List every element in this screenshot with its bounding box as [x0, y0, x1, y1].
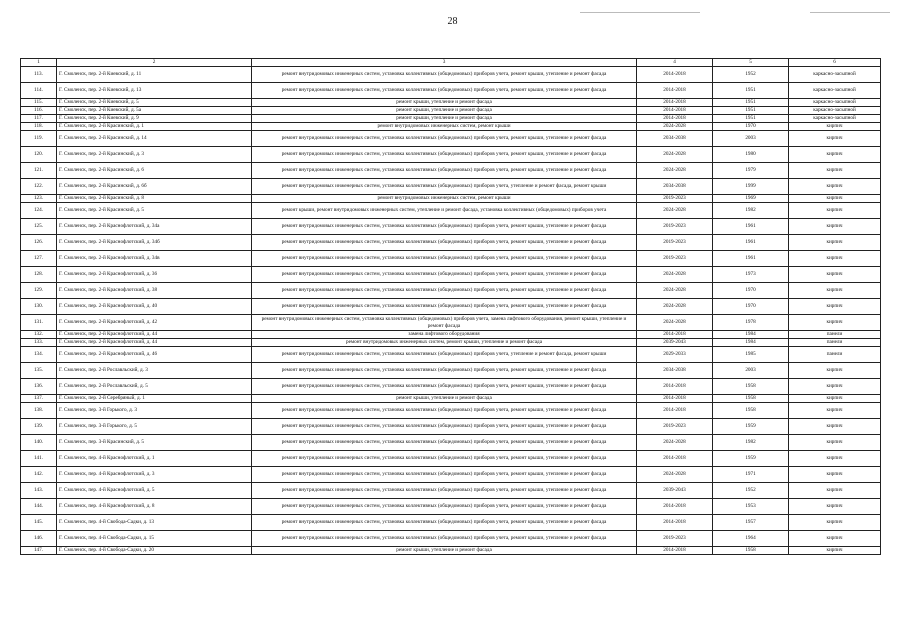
- row-number: 132.: [21, 331, 57, 339]
- build-year-cell: 1959: [713, 451, 789, 467]
- wall-material-cell: кирпич: [789, 219, 881, 235]
- address-cell: Г. Смоленск, пер. 2-й Киевский, д. 11: [57, 67, 252, 83]
- period-cell: 2039-2043: [637, 339, 713, 347]
- period-cell: 2024-2028: [637, 283, 713, 299]
- row-number: 123.: [21, 195, 57, 203]
- table-row: [21, 395, 881, 403]
- wall-material-cell: панели: [789, 331, 881, 339]
- wall-material-cell: кирпич: [789, 363, 881, 379]
- build-year-cell: 1958: [713, 403, 789, 419]
- works-cell: ремонт крыши, утепление и ремонт фасада: [252, 115, 637, 123]
- address-cell: Г. Смоленск, пер. 2-й Серебряный, д. 1: [57, 395, 252, 403]
- table-row: [21, 379, 881, 395]
- build-year-cell: 1970: [713, 123, 789, 131]
- build-year-cell: 1970: [713, 283, 789, 299]
- address-cell: Г. Смоленск, пер. 4-й Краснофлотский, д. 1: [57, 451, 252, 467]
- period-cell: 2019-2023: [637, 419, 713, 435]
- table-row: [21, 235, 881, 251]
- table-row: [21, 107, 881, 115]
- period-cell: 2019-2023: [637, 251, 713, 267]
- period-cell: 2024-2028: [637, 147, 713, 163]
- table-row: [21, 403, 881, 419]
- wall-material-cell: каркасно-засыпной: [789, 99, 881, 107]
- works-cell: ремонт крыши, утепление и ремонт фасада: [252, 395, 637, 403]
- address-cell: Г. Смоленск, пер. 2-й Киевский, д. 13: [57, 83, 252, 99]
- wall-material-cell: кирпич: [789, 531, 881, 547]
- works-cell: ремонт внутридомовых инженерных систем, ремонт крыши: [252, 123, 637, 131]
- table-row: [21, 115, 881, 123]
- works-cell: ремонт внутридомовых инженерных систем, установка коллективных (общедомовых) приборов учета, ремонт крыши, утепление и ремонт фасада: [252, 251, 637, 267]
- period-cell: 2024-2028: [637, 123, 713, 131]
- wall-material-cell: кирпич: [789, 379, 881, 395]
- build-year-cell: 1952: [713, 67, 789, 83]
- address-cell: Г. Смоленск, пер. 2-й Киевский, д. 5: [57, 99, 252, 107]
- table-row: [21, 195, 881, 203]
- works-cell: ремонт крыши, утепление и ремонт фасада: [252, 107, 637, 115]
- wall-material-cell: кирпич: [789, 483, 881, 499]
- column-number: 6: [789, 59, 881, 67]
- works-cell: ремонт внутридомовых инженерных систем, установка коллективных (общедомовых) приборов учета, ремонт крыши, утепление и ремонт фасада: [252, 531, 637, 547]
- address-cell: Г. Смоленск, пер. 2-й Краснофлотский, д. 44: [57, 331, 252, 339]
- address-cell: Г. Смоленск, пер. 2-й Киевский, д. 5а: [57, 107, 252, 115]
- table-row: [21, 83, 881, 99]
- works-cell: ремонт внутридомовых инженерных систем, установка коллективных (общедомовых) приборов учета, ремонт крыши, утепление и ремонт фасада: [252, 67, 637, 83]
- works-cell: ремонт внутридомовых инженерных систем, установка коллективных (общедомовых) приборов учета, ремонт крыши, утепление и ремонт фасада: [252, 283, 637, 299]
- period-cell: 2024-2028: [637, 203, 713, 219]
- row-number: 126.: [21, 235, 57, 251]
- period-cell: 2014-2018: [637, 107, 713, 115]
- row-number: 136.: [21, 379, 57, 395]
- works-cell: ремонт внутридомовых инженерных систем, установка коллективных (общедомовых) приборов учета, ремонт крыши, утепление и ремонт фасада: [252, 379, 637, 395]
- row-number: 114.: [21, 83, 57, 99]
- address-cell: Г. Смоленск, пер. 4-й Краснофлотский, д. 3: [57, 467, 252, 483]
- wall-material-cell: каркасно-засыпной: [789, 67, 881, 83]
- row-number: 121.: [21, 163, 57, 179]
- table-row: [21, 483, 881, 499]
- table-row: [21, 179, 881, 195]
- wall-material-cell: кирпич: [789, 195, 881, 203]
- wall-material-cell: панели: [789, 339, 881, 347]
- wall-material-cell: каркасно-засыпной: [789, 115, 881, 123]
- works-cell: ремонт внутридомовых инженерных систем, установка коллективных (общедомовых) приборов учета, ремонт крыши, утепление и ремонт фасада: [252, 219, 637, 235]
- period-cell: 2039-2043: [637, 483, 713, 499]
- address-cell: Г. Смоленск, пер. 2-й Красинский, д. 6: [57, 163, 252, 179]
- period-cell: 2014-2018: [637, 499, 713, 515]
- works-cell: ремонт внутридомовых инженерных систем, установка коллективных (общедомовых) приборов учета, ремонт крыши, утепление и ремонт фасада: [252, 147, 637, 163]
- period-cell: 2019-2023: [637, 219, 713, 235]
- period-cell: 2024-2028: [637, 267, 713, 283]
- table-row: [21, 347, 881, 363]
- table-row: [21, 419, 881, 435]
- address-cell: Г. Смоленск, пер. 2-й Красинский, д. 3: [57, 147, 252, 163]
- address-cell: Г. Смоленск, пер. 2-й Краснофлотский, д. 34а: [57, 219, 252, 235]
- works-cell: ремонт внутридомовых инженерных систем, установка коллективных (общедомовых) приборов учета, ремонт крыши, утепление и ремонт фасада: [252, 163, 637, 179]
- row-number: 143.: [21, 483, 57, 499]
- build-year-cell: 1961: [713, 251, 789, 267]
- table-row: [21, 147, 881, 163]
- build-year-cell: 1951: [713, 107, 789, 115]
- period-cell: 2014-2018: [637, 547, 713, 555]
- build-year-cell: 1979: [713, 163, 789, 179]
- period-cell: 2014-2018: [637, 379, 713, 395]
- works-cell: ремонт внутридомовых инженерных систем, установка коллективных (общедомовых) приборов учета, ремонт крыши, утепление и ремонт фасада: [252, 499, 637, 515]
- address-cell: Г. Смоленск, пер. 3-й Красинский, д. 5: [57, 435, 252, 451]
- build-year-cell: 1985: [713, 347, 789, 363]
- wall-material-cell: кирпич: [789, 203, 881, 219]
- works-cell: ремонт внутридомовых инженерных систем, установка коллективных (общедомовых) приборов учета, замена лифтового оборудования, ремонт крыши, утепление и ремонт фасада: [252, 315, 637, 331]
- works-cell: ремонт внутридомовых инженерных систем, установка коллективных (общедомовых) приборов учета, ремонт крыши, утепление и ремонт фасада: [252, 131, 637, 147]
- works-cell: ремонт внутридомовых инженерных систем, установка коллективных (общедомовых) приборов учета, ремонт крыши, утепление и ремонт фасада: [252, 267, 637, 283]
- address-cell: Г. Смоленск, пер. 2-й Красинский, д. 5: [57, 203, 252, 219]
- build-year-cell: 1953: [713, 499, 789, 515]
- page-number: 28: [447, 16, 458, 27]
- period-cell: 2014-2018: [637, 515, 713, 531]
- works-cell: ремонт внутридомовых инженерных систем, установка коллективных (общедомовых) приборов учета, ремонт крыши, утепление и ремонт фасада: [252, 435, 637, 451]
- period-cell: 2014-2018: [637, 83, 713, 99]
- row-number: 115.: [21, 99, 57, 107]
- build-year-cell: 1999: [713, 179, 789, 195]
- period-cell: 2014-2018: [637, 99, 713, 107]
- wall-material-cell: кирпич: [789, 267, 881, 283]
- table-row: [21, 131, 881, 147]
- address-cell: Г. Смоленск, пер. 2-й Киевский, д. 9: [57, 115, 252, 123]
- row-number: 146.: [21, 531, 57, 547]
- wall-material-cell: каркасно-засыпной: [789, 83, 881, 99]
- wall-material-cell: кирпич: [789, 403, 881, 419]
- wall-material-cell: кирпич: [789, 299, 881, 315]
- period-cell: 2024-2028: [637, 299, 713, 315]
- column-number-row: [21, 59, 881, 67]
- period-cell: 2019-2023: [637, 531, 713, 547]
- period-cell: 2014-2018: [637, 331, 713, 339]
- address-cell: Г. Смоленск, пер. 2-й Краснофлотский, д. 40: [57, 299, 252, 315]
- build-year-cell: 1951: [713, 83, 789, 99]
- address-cell: Г. Смоленск, пер. 4-й Краснофлотский, д. 5: [57, 483, 252, 499]
- wall-material-cell: кирпич: [789, 315, 881, 331]
- wall-material-cell: кирпич: [789, 547, 881, 555]
- wall-material-cell: кирпич: [789, 283, 881, 299]
- row-number: 142.: [21, 467, 57, 483]
- row-number: 113.: [21, 67, 57, 83]
- wall-material-cell: кирпич: [789, 419, 881, 435]
- row-number: 119.: [21, 131, 57, 147]
- row-number: 137.: [21, 395, 57, 403]
- build-year-cell: 1959: [713, 419, 789, 435]
- address-cell: Г. Смоленск, пер. 2-й Краснофлотский, д. 34в: [57, 251, 252, 267]
- row-number: 140.: [21, 435, 57, 451]
- address-cell: Г. Смоленск, пер. 2-й Красинский, д. 6б: [57, 179, 252, 195]
- row-number: 138.: [21, 403, 57, 419]
- row-number: 118.: [21, 123, 57, 131]
- repair-program-table: [20, 58, 881, 555]
- row-number: 134.: [21, 347, 57, 363]
- address-cell: Г. Смоленск, пер. 2-й Краснофлотский, д. 46: [57, 347, 252, 363]
- table-row: [21, 299, 881, 315]
- build-year-cell: 1980: [713, 147, 789, 163]
- works-cell: ремонт внутридомовых инженерных систем, установка коллективных (общедомовых) приборов учета, ремонт крыши, утепление и ремонт фасада: [252, 403, 637, 419]
- wall-material-cell: кирпич: [789, 467, 881, 483]
- wall-material-cell: кирпич: [789, 131, 881, 147]
- address-cell: Г. Смоленск, пер. 2-й Краснофлотский, д. 36: [57, 267, 252, 283]
- build-year-cell: 1952: [713, 483, 789, 499]
- top-rule-left: [580, 12, 700, 13]
- build-year-cell: 1958: [713, 379, 789, 395]
- address-cell: Г. Смоленск, пер. 4-й Свобода-Садки, д. 13: [57, 515, 252, 531]
- row-number: 141.: [21, 451, 57, 467]
- period-cell: 2014-2018: [637, 395, 713, 403]
- works-cell: ремонт крыши, утепление и ремонт фасада: [252, 99, 637, 107]
- build-year-cell: 1951: [713, 99, 789, 107]
- wall-material-cell: кирпич: [789, 123, 881, 131]
- table-row: [21, 267, 881, 283]
- works-cell: ремонт внутридомовых инженерных систем, установка коллективных (общедомовых) приборов учета, ремонт крыши, утепление и ремонт фасада: [252, 235, 637, 251]
- period-cell: 2034-2038: [637, 363, 713, 379]
- works-cell: ремонт внутридомовых инженерных систем, установка коллективных (общедомовых) приборов учета, ремонт крыши, утепление и ремонт фасада: [252, 467, 637, 483]
- works-cell: ремонт внутридомовых инженерных систем, установка коллективных (общедомовых) приборов учета, ремонт крыши, утепление и ремонт фасада: [252, 299, 637, 315]
- period-cell: 2034-2038: [637, 179, 713, 195]
- table-row: [21, 283, 881, 299]
- wall-material-cell: кирпич: [789, 147, 881, 163]
- table-row: [21, 99, 881, 107]
- works-cell: ремонт внутридомовых инженерных систем, установка коллективных (общедомовых) приборов учета, ремонт крыши, утепление и ремонт фасада: [252, 483, 637, 499]
- table-row: [21, 163, 881, 179]
- top-rule-right: [810, 12, 890, 13]
- build-year-cell: 1969: [713, 195, 789, 203]
- period-cell: 2014-2018: [637, 115, 713, 123]
- works-cell: ремонт внутридомовых инженерных систем, установка коллективных (общедомовых) приборов учета, ремонт крыши, утепление и ремонт фасада: [252, 363, 637, 379]
- table-row: [21, 251, 881, 267]
- table-row: [21, 339, 881, 347]
- period-cell: 2034-2038: [637, 131, 713, 147]
- table-row: [21, 515, 881, 531]
- row-number: 133.: [21, 339, 57, 347]
- period-cell: 2019-2023: [637, 195, 713, 203]
- period-cell: 2024-2028: [637, 467, 713, 483]
- row-number: 116.: [21, 107, 57, 115]
- row-number: 139.: [21, 419, 57, 435]
- build-year-cell: 1970: [713, 299, 789, 315]
- row-number: 130.: [21, 299, 57, 315]
- table-row: [21, 451, 881, 467]
- address-cell: Г. Смоленск, пер. 4-й Свобода-Садки, д. 15: [57, 531, 252, 547]
- address-cell: Г. Смоленск, пер. 2-й Краснофлотский, д. 38: [57, 283, 252, 299]
- table-row: [21, 435, 881, 451]
- works-cell: ремонт внутридомовых инженерных систем, установка коллективных (общедомовых) приборов учета, утепление и ремонт фасада, ремонт крыши: [252, 347, 637, 363]
- table-row: [21, 123, 881, 131]
- wall-material-cell: кирпич: [789, 179, 881, 195]
- row-number: 135.: [21, 363, 57, 379]
- build-year-cell: 2003: [713, 131, 789, 147]
- address-cell: Г. Смоленск, пер. 3-й Горького, д. 3: [57, 403, 252, 419]
- build-year-cell: 1961: [713, 235, 789, 251]
- build-year-cell: 1973: [713, 267, 789, 283]
- build-year-cell: 1958: [713, 395, 789, 403]
- period-cell: 2014-2018: [637, 403, 713, 419]
- build-year-cell: 1978: [713, 315, 789, 331]
- wall-material-cell: кирпич: [789, 435, 881, 451]
- table-row: [21, 315, 881, 331]
- works-cell: ремонт внутридомовых инженерных систем, установка коллективных (общедомовых) приборов учета, утепление и ремонт фасада, ремонт крыши: [252, 179, 637, 195]
- address-cell: Г. Смоленск, пер. 2-й Красинский, д. 1: [57, 123, 252, 131]
- address-cell: Г. Смоленск, пер. 2-й Краснофлотский, д. 42: [57, 315, 252, 331]
- wall-material-cell: кирпич: [789, 235, 881, 251]
- row-number: 145.: [21, 515, 57, 531]
- period-cell: 2024-2028: [637, 315, 713, 331]
- period-cell: 2014-2018: [637, 451, 713, 467]
- wall-material-cell: кирпич: [789, 515, 881, 531]
- row-number: 122.: [21, 179, 57, 195]
- row-number: 124.: [21, 203, 57, 219]
- column-number: 3: [252, 59, 637, 67]
- build-year-cell: 1984: [713, 331, 789, 339]
- row-number: 131.: [21, 315, 57, 331]
- row-number: 127.: [21, 251, 57, 267]
- table-row: [21, 363, 881, 379]
- works-cell: ремонт внутридомовых инженерных систем, ремонт крыши, утепление и ремонт фасада: [252, 339, 637, 347]
- wall-material-cell: каркасно-засыпной: [789, 107, 881, 115]
- wall-material-cell: панели: [789, 347, 881, 363]
- column-number: 5: [713, 59, 789, 67]
- build-year-cell: 1984: [713, 339, 789, 347]
- row-number: 120.: [21, 147, 57, 163]
- build-year-cell: 1951: [713, 115, 789, 123]
- period-cell: 2024-2028: [637, 163, 713, 179]
- row-number: 128.: [21, 267, 57, 283]
- table-row: [21, 219, 881, 235]
- works-cell: ремонт крыши, ремонт внутридомовых инженерных систем, утепление и ремонт фасада, установка коллективных (общедомовых) приборов учета: [252, 203, 637, 219]
- wall-material-cell: кирпич: [789, 499, 881, 515]
- period-cell: 2019-2023: [637, 235, 713, 251]
- wall-material-cell: кирпич: [789, 163, 881, 179]
- period-cell: 2024-2028: [637, 435, 713, 451]
- address-cell: Г. Смоленск, пер. 2-й Красинский, д. 8: [57, 195, 252, 203]
- table-row: [21, 499, 881, 515]
- works-cell: ремонт внутридомовых инженерных систем, ремонт крыши: [252, 195, 637, 203]
- works-cell: замена лифтового оборудования: [252, 331, 637, 339]
- works-cell: ремонт внутридомовых инженерных систем, установка коллективных (общедомовых) приборов учета, ремонт крыши, утепление и ремонт фасада: [252, 451, 637, 467]
- works-cell: ремонт внутридомовых инженерных систем, установка коллективных (общедомовых) приборов учета, ремонт крыши, утепление и ремонт фасада: [252, 83, 637, 99]
- row-number: 117.: [21, 115, 57, 123]
- column-number: 2: [57, 59, 252, 67]
- address-cell: Г. Смоленск, пер. 2-й Рославльский, д. 5: [57, 379, 252, 395]
- works-cell: ремонт крыши, утепление и ремонт фасада: [252, 547, 637, 555]
- address-cell: Г. Смоленск, пер. 2-й Краснофлотский, д. 34б: [57, 235, 252, 251]
- table-row: [21, 67, 881, 83]
- row-number: 147.: [21, 547, 57, 555]
- column-number: 1: [21, 59, 57, 67]
- row-number: 144.: [21, 499, 57, 515]
- table-row: [21, 547, 881, 555]
- row-number: 129.: [21, 283, 57, 299]
- wall-material-cell: кирпич: [789, 395, 881, 403]
- works-cell: ремонт внутридомовых инженерных систем, установка коллективных (общедомовых) приборов учета, ремонт крыши, утепление и ремонт фасада: [252, 419, 637, 435]
- build-year-cell: 1958: [713, 547, 789, 555]
- table-row: [21, 331, 881, 339]
- build-year-cell: 1971: [713, 467, 789, 483]
- wall-material-cell: кирпич: [789, 451, 881, 467]
- wall-material-cell: кирпич: [789, 251, 881, 267]
- period-cell: 2029-2033: [637, 347, 713, 363]
- build-year-cell: 1957: [713, 515, 789, 531]
- build-year-cell: 1964: [713, 531, 789, 547]
- address-cell: Г. Смоленск, пер. 2-й Рославльский, д. 3: [57, 363, 252, 379]
- build-year-cell: 1961: [713, 219, 789, 235]
- table-row: [21, 203, 881, 219]
- works-cell: ремонт внутридомовых инженерных систем, установка коллективных (общедомовых) приборов учета, ремонт крыши, утепление и ремонт фасада: [252, 515, 637, 531]
- address-cell: Г. Смоленск, пер. 2-й Краснофлотский, д. 44: [57, 339, 252, 347]
- table-row: [21, 467, 881, 483]
- address-cell: Г. Смоленск, пер. 4-й Краснофлотский, д. 8: [57, 499, 252, 515]
- column-number: 4: [637, 59, 713, 67]
- row-number: 125.: [21, 219, 57, 235]
- build-year-cell: 1982: [713, 435, 789, 451]
- address-cell: Г. Смоленск, пер. 4-й Свобода-Садки, д. 20: [57, 547, 252, 555]
- build-year-cell: 2003: [713, 363, 789, 379]
- period-cell: 2014-2018: [637, 67, 713, 83]
- build-year-cell: 1982: [713, 203, 789, 219]
- address-cell: Г. Смоленск, пер. 2-й Красинский, д. 14: [57, 131, 252, 147]
- table-row: [21, 531, 881, 547]
- address-cell: Г. Смоленск, пер. 3-й Горького, д. 5: [57, 419, 252, 435]
